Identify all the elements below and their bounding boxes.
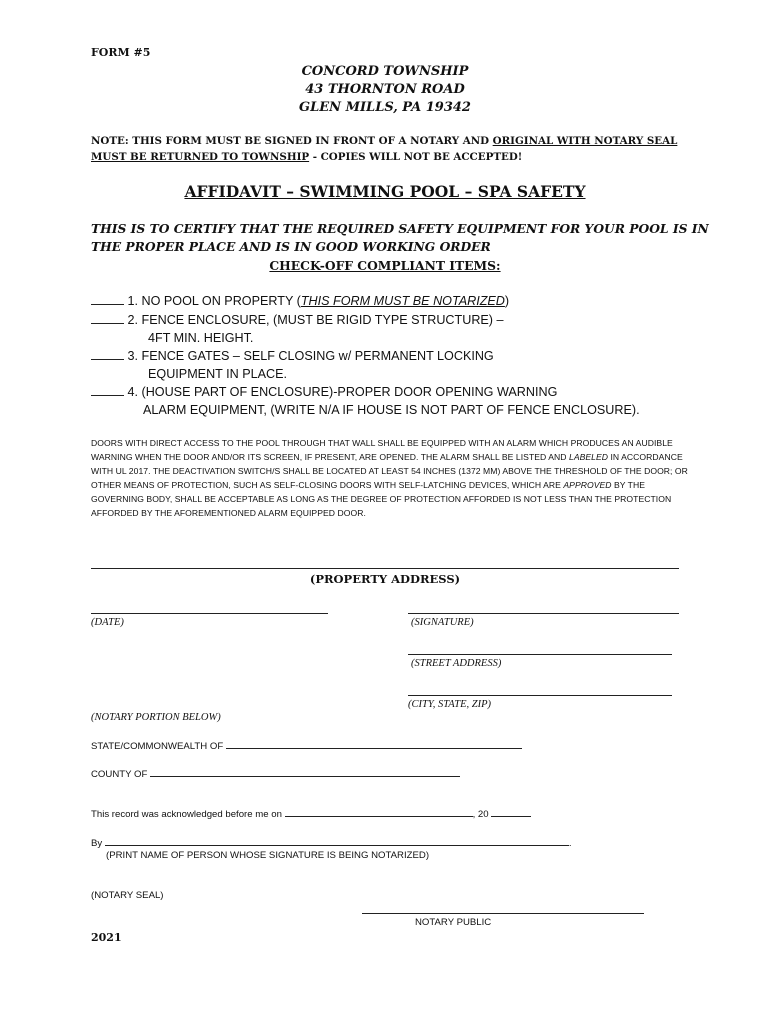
item-4-checkbox-line[interactable] [91, 386, 124, 396]
property-address-label: (PROPERTY ADDRESS) [309, 572, 461, 586]
notary-public-line[interactable] [362, 913, 644, 914]
checklist-item-3 [91, 349, 494, 363]
form-year: 2021 [91, 931, 122, 944]
notary-note-line2 [91, 150, 522, 165]
street-address-label: (STREET ADDRESS) [411, 658, 502, 669]
signature-line[interactable] [408, 613, 679, 614]
state-label: STATE/COMMONWEALTH OF [91, 741, 224, 752]
checklist-item-2 [91, 313, 504, 327]
item-1-checkbox-line[interactable] [91, 295, 124, 305]
state-row [91, 739, 522, 752]
certify-line1: THIS IS TO CERTIFY THAT THE REQUIRED SAFETY EQUIPMENT FOR YOUR POOL IS IN [91, 221, 709, 236]
item-3-line2: EQUIPMENT IN PLACE. [148, 367, 288, 381]
doors-approved: APPROVED [563, 479, 612, 490]
note-suffix: - COPIES WILL NOT BE ACCEPTED! [309, 151, 523, 163]
street-address-line[interactable] [408, 654, 672, 655]
county-label: COUNTY OF [91, 769, 148, 780]
item-3-checkbox-line[interactable] [91, 350, 124, 360]
doors-part-3: BY THE GOVERNING BODY, SHALL BE ACCEPTABLE AS LONG AS THE DEGREE OF PROTECTION AFFORDED IS NOT LESS THAN THE PROTECTION AFFORDED BY THE AFOREMENTIONED ALARM EQUIPPED DOOR. [91, 479, 672, 518]
notary-public-label: NOTARY PUBLIC [415, 917, 492, 928]
township-name: CONCORD TOWNSHIP [301, 64, 469, 79]
by-name-line[interactable] [105, 836, 569, 846]
note-underlined-1: ORIGINAL WITH NOTARY SEAL [492, 135, 678, 147]
acknowledged-year-line[interactable] [491, 807, 531, 817]
city-state-zip-line[interactable] [408, 695, 672, 696]
item-1-note: THIS FORM MUST BE NOTARIZED [300, 294, 505, 308]
doors-part-1: DOORS WITH DIRECT ACCESS TO THE POOL THROUGH THAT WALL SHALL BE EQUIPPED WITH AN ALARM WHICH PRODUCES AN AUDIBLE WARNING WHEN THE DOOR AND/OR ITS SCREEN, IF PRESENT, ARE OPENED. THE ALARM SHALL BE LISTED AND [91, 438, 673, 462]
by-label: By [91, 838, 103, 849]
acknowledged-label: This record was acknowledged before me on [91, 809, 282, 820]
acknowledged-row [91, 807, 531, 820]
print-name-label: (PRINT NAME OF PERSON WHOSE SIGNATURE IS BEING NOTARIZED) [106, 850, 430, 861]
property-address-line[interactable] [91, 568, 679, 569]
note-prefix: NOTE: THIS FORM MUST BE SIGNED IN FRONT OF A NOTARY AND [91, 135, 493, 147]
item-4-line2: ALARM EQUIPMENT, (WRITE N/A IF HOUSE IS NOT PART OF FENCE ENCLOSURE). [143, 403, 640, 417]
township-street: 43 THORNTON ROAD [305, 82, 465, 97]
signature-label: (SIGNATURE) [411, 617, 474, 628]
item-1-close: ) [504, 294, 510, 308]
certify-line2: THE PROPER PLACE AND IS IN GOOD WORKING ORDER [91, 239, 491, 254]
checkoff-heading: CHECK-OFF COMPLIANT ITEMS: [269, 258, 501, 273]
note-underlined-2: MUST BE RETURNED TO TOWNSHIP [91, 151, 310, 163]
date-label: (DATE) [91, 617, 124, 628]
by-row: By . [91, 838, 572, 849]
item-1-label: 1. NO POOL ON PROPERTY ( [127, 294, 301, 308]
item-2-line2: 4FT MIN. HEIGHT. [148, 331, 254, 345]
city-state-zip-label: (CITY, STATE, ZIP) [408, 699, 492, 710]
doors-labeled: LABELED [568, 451, 609, 462]
county-row [91, 767, 460, 780]
notary-note-line1 [91, 134, 677, 149]
item-2-checkbox-line[interactable] [91, 314, 124, 324]
item-4-label: 4. (HOUSE PART OF ENCLOSURE)-PROPER DOOR OPENING WARNING [127, 385, 558, 399]
acknowledged-date-line[interactable] [285, 807, 473, 817]
county-input-line[interactable] [150, 767, 460, 777]
date-line[interactable] [91, 613, 328, 614]
form-number: FORM #5 [91, 46, 151, 59]
state-input-line[interactable] [226, 739, 522, 749]
checklist-item-4 [91, 385, 557, 399]
checklist-item-1 [91, 294, 509, 308]
township-city: GLEN MILLS, PA 19342 [299, 100, 471, 115]
page-title: AFFIDAVIT – SWIMMING POOL – SPA SAFETY [184, 182, 586, 201]
item-3-label: 3. FENCE GATES – SELF CLOSING w/ PERMANENT LOCKING [127, 349, 494, 363]
item-2-label: 2. FENCE ENCLOSURE, (MUST BE RIGID TYPE STRUCTURE) – [127, 313, 504, 327]
notary-seal-label: (NOTARY SEAL) [91, 890, 164, 901]
year-prefix: , 20 [472, 809, 489, 820]
doors-part-2: IN ACCORDANCE WITH UL 2017. THE DEACTIVATION SWITCH/S SHALL BE LOCATED AT LEAST 54 INCHES (1372 MM) ABOVE THE THRESHOLD OF THE DOOR; OR OTHER MEANS OF PROTECTION, SUCH AS SELF-CLOSING DOORS WITH SELF-LATCHING DEVICES, WHICH ARE [91, 451, 688, 490]
doors-paragraph [91, 437, 691, 520]
notary-portion-label: (NOTARY PORTION BELOW) [91, 712, 221, 723]
